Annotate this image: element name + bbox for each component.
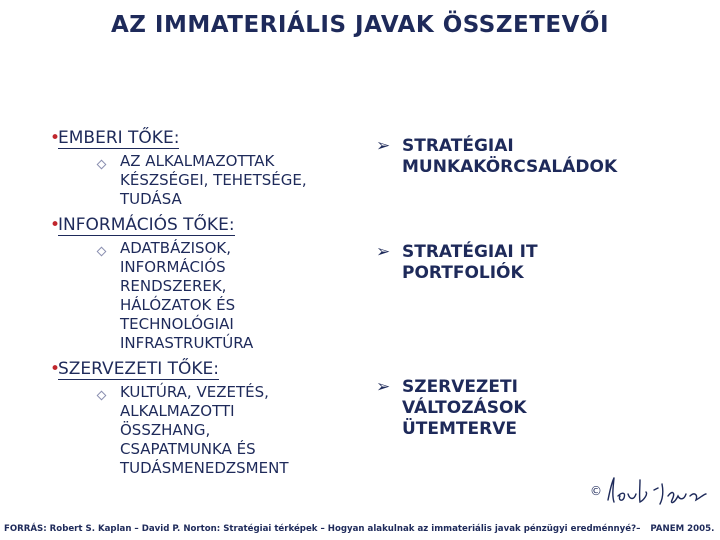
footer-source: FORRÁS: Robert S. Kaplan – David P. Norton: Stratégiai térképek – Hogyan alakulnak az immateriális javak pénzügyi eredménnyé?–	[4, 524, 641, 534]
arrow-bullet-icon: ➢	[376, 242, 391, 262]
arrow-bullet-icon: ➢	[376, 136, 391, 156]
sub-item-text: ADATBÁZISOK, INFORMÁCIÓS RENDSZEREK, HÁLÓZATOK ÉS TECHNOLÓGIAI INFRASTRUKTÚRA	[120, 239, 254, 352]
right-item-it-portfoliok	[376, 242, 696, 284]
bullet-icon: •	[50, 215, 61, 235]
signature-icon	[592, 470, 717, 510]
main-item-emberi-toke	[50, 128, 368, 149]
main-item-szervezeti-toke	[50, 359, 368, 380]
sub-item	[58, 383, 368, 478]
sub-item	[58, 152, 368, 209]
footer-publisher: PANEM 2005.	[650, 524, 715, 534]
copyright-symbol: ©	[590, 484, 602, 498]
right-item-text: STRATÉGIAI IT PORTFOLIÓK	[402, 242, 538, 283]
main-item-label: EMBERI TŐKE:	[58, 128, 180, 148]
diamond-bullet-icon	[97, 247, 107, 257]
bullet-icon: •	[50, 359, 61, 379]
right-item-text: SZERVEZETI VÁLTOZÁSOK ÜTEMTERVE	[402, 377, 527, 439]
diamond-bullet-icon	[97, 160, 107, 170]
page-title: AZ IMMATERIÁLIS JAVAK ÖSSZETEVŐI	[110, 12, 610, 38]
sub-item	[58, 239, 368, 353]
source-footer	[4, 524, 716, 534]
main-item-informacios-toke	[50, 215, 368, 236]
right-item-munkakorcsaladok	[376, 136, 696, 178]
left-column	[50, 128, 368, 482]
right-item-valtozasok	[376, 377, 696, 440]
sub-item-text: AZ ALKALMAZOTTAK KÉSZSÉGEI, TEHETSÉGE, TUDÁSA	[120, 152, 307, 208]
right-item-text: STRATÉGIAI MUNKAKÖRCSALÁDOK	[402, 136, 618, 177]
sub-item-text: KULTÚRA, VEZETÉS, ALKALMAZOTTI ÖSSZHANG, CSAPATMUNKA ÉS TUDÁSMENEDZSMENT	[120, 383, 289, 477]
main-item-label: INFORMÁCIÓS TŐKE:	[58, 215, 235, 235]
main-item-label: SZERVEZETI TŐKE:	[58, 359, 220, 379]
arrow-bullet-icon: ➢	[376, 377, 391, 397]
bullet-icon: •	[50, 128, 61, 148]
diamond-bullet-icon	[97, 391, 107, 401]
